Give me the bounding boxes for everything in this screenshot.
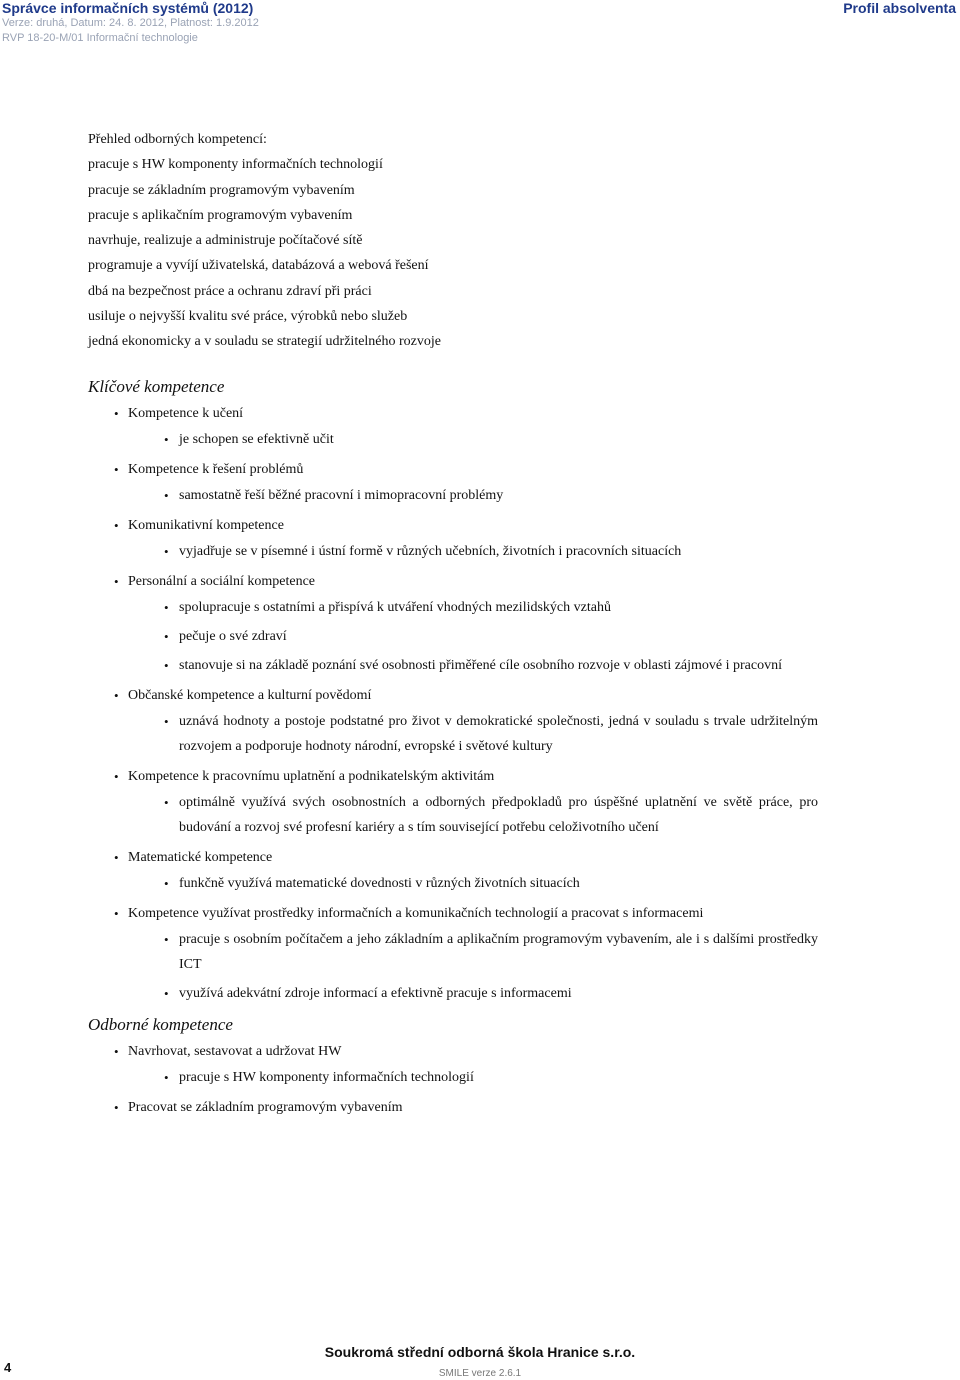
competence-detail: • využívá adekvátní zdroje informací a efektivně pracuje s informacemi	[128, 981, 818, 1006]
competence-label: • Personální a sociální kompetence	[128, 573, 315, 589]
overview-line: programuje a vyvíjí uživatelská, databázová a webová řešení	[88, 258, 429, 274]
competence-label: • Občanské kompetence a kulturní povědomí	[128, 687, 372, 703]
professional-competences-list	[88, 1039, 818, 1120]
competence-detail: • spolupracuje s ostatními a přispívá k utváření vhodných mezilidských vztahů	[128, 595, 818, 620]
header-section-title: Profil absolventa	[843, 0, 956, 16]
competence-label: • Kompetence k pracovnímu uplatnění a podnikatelským aktivitám	[128, 768, 495, 784]
overview-line: pracuje s HW komponenty informačních technologií	[88, 157, 383, 173]
competence-label: • Komunikativní kompetence	[128, 517, 284, 533]
main-content	[88, 127, 818, 1120]
key-competences-title: Klíčové kompetence	[88, 376, 225, 396]
list-item	[88, 569, 818, 678]
competence-detail: • je schopen se efektivně učit	[128, 427, 818, 452]
list-item	[88, 1039, 818, 1090]
page-number: 4	[4, 1360, 12, 1375]
competence-detail: • vyjadřuje se v písemné i ústní formě v různých učebních, životních i pracovních situacích	[128, 539, 818, 564]
competence-label: • Navrhovat, sestavovat a udržovat HW	[128, 1043, 342, 1059]
list-item	[88, 764, 818, 840]
competence-detail: • stanovuje si na základě poznání své osobnosti přiměřené cíle osobního rozvoje v oblasti zájmové i pracovní	[128, 653, 818, 678]
competence-overview	[88, 127, 818, 355]
header-title: Správce informačních systémů (2012)	[2, 0, 254, 16]
competence-label: • Kompetence k řešení problémů	[128, 461, 304, 477]
competence-detail: • optimálně využívá svých osobnostních a odborných předpokladů pro úspěšné uplatnění ve světě práce, pro budování a rozvoj své profesní kariéry a s tím související potřebu celoživotního učení	[128, 790, 818, 840]
footer-school-name: Soukromá střední odborná škola Hranice s.r.o.	[324, 1344, 636, 1360]
header-meta-rvp: RVP 18-20-M/01 Informační technologie	[2, 32, 198, 44]
competence-label: • Pracovat se základním programovým vybavením	[128, 1099, 403, 1115]
list-item	[88, 901, 818, 1006]
competence-label: • Kompetence k učení	[128, 405, 244, 421]
competence-label: • Kompetence využívat prostředky informačních a komunikačních technologií a pracovat s informacemi	[128, 905, 704, 921]
competence-label: • Matematické kompetence	[128, 849, 273, 865]
header-meta-date: Verze: druhá, Datum: 24. 8. 2012, Platnost: 1.9.2012	[2, 17, 259, 29]
competence-detail: • pečuje o své zdraví	[128, 624, 818, 649]
list-item	[88, 845, 818, 896]
competence-detail: • pracuje s HW komponenty informačních technologií	[128, 1065, 818, 1090]
competence-detail: • pracuje s osobním počítačem a jeho základním a aplikačním programovým vybavením, ale i s dalšími prostředky ICT	[128, 927, 818, 977]
list-item	[88, 1095, 818, 1120]
list-item	[88, 683, 818, 759]
professional-competences-title: Odborné kompetence	[88, 1014, 233, 1034]
overview-line: pracuje s aplikačním programovým vybavením	[88, 207, 353, 223]
competence-detail: • samostatně řeší běžné pracovní i mimopracovní problémy	[128, 483, 818, 508]
overview-line: jedná ekonomicky a v souladu se strategií udržitelného rozvoje	[88, 334, 442, 350]
list-item	[88, 401, 818, 452]
overview-line: navrhuje, realizuje a administruje počítačové sítě	[88, 233, 363, 249]
list-item	[88, 457, 818, 508]
overview-line: pracuje se základním programovým vybavením	[88, 182, 355, 198]
competence-detail: • funkčně využívá matematické dovednosti v různých životních situacích	[128, 871, 818, 896]
key-competences-list	[88, 401, 818, 1006]
overview-line: usiluje o nejvyšší kvalitu své práce, výrobků nebo služeb	[88, 309, 408, 325]
overview-line: dbá na bezpečnost práce a ochranu zdraví při práci	[88, 283, 372, 299]
competence-detail: • uznává hodnoty a postoje podstatné pro život v demokratické společnosti, jedná v souladu s trvale udržitelným rozvojem a podporuje hodnoty národní, evropské i světové kultury	[128, 709, 818, 759]
list-item	[88, 513, 818, 564]
overview-heading: Přehled odborných kompetencí:	[88, 132, 267, 147]
footer-version: SMILE verze 2.6.1	[438, 1368, 522, 1379]
